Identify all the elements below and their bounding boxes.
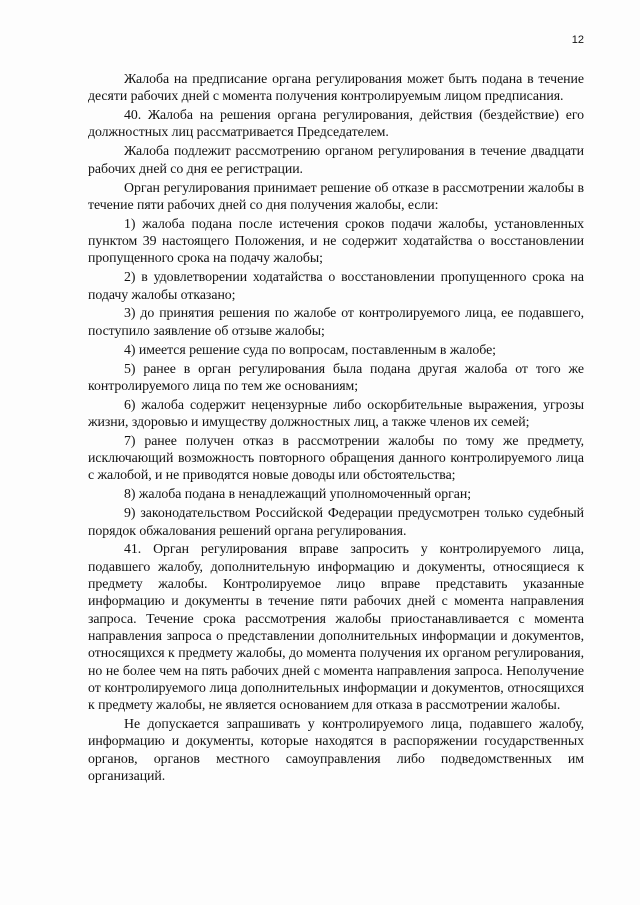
paragraph: Не допускается запрашивать у контролируемого лица, подавшего жалобу, информацию и документы, которые находятся в распоряжении государственных органов, органов местного самоуправления либо подведомственных им организаций. — [88, 716, 584, 783]
paragraph: 5) ранее в орган регулирования была подана другая жалоба от того же контролируемого лица по тем же основаниям; — [88, 360, 584, 393]
paragraph: 4) имеется решение суда по вопросам, поставленным в жалобе; — [124, 341, 496, 357]
paragraph: 3) до принятия решения по жалобе от контролируемого лица, ее подавшего, поступило заявление об отзыве жалобы; — [88, 305, 584, 338]
document-body — [88, 70, 584, 786]
paragraph: Жалоба подлежит рассмотрению органом регулирования в течение двадцати рабочих дней со дня ее регистрации. — [88, 143, 584, 176]
paragraph: 8) жалоба подана в ненадлежащий уполномоченный орган; — [124, 486, 472, 502]
paragraph: 2) в удовлетворении ходатайства о восстановлении пропущенного срока на подачу жалобы отказано; — [88, 269, 584, 302]
paragraph: 9) законодательством Российской Федерации предусмотрен только судебный порядок обжалования решений органа регулирования. — [88, 505, 584, 538]
paragraph: 7) ранее получен отказ в рассмотрении жалобы по тому же предмету, исключающий возможность повторного обращения данного контролируемого лица с жалобой, и не приводятся новые доводы или обстоятельства; — [88, 432, 584, 483]
paragraph: 41. Орган регулирования вправе запросить у контролируемого лица, подавшего жалобу, дополнительную информацию и документы, относящиеся к предмету жалобы. Контролируемое лицо вправе представить указанные информацию и документы в течение пяти рабочих дней с момента направления запроса. Течение срока рассмотрения жалобы приостанавливается с момента направления запроса о представлении дополнительных информации и документов, относящихся к предмету жалобы, до момента получения их органом регулирования, но не более чем на пять рабочих дней с момента направления запроса. Неполучение от контролируемого лица дополнительных информации и документов, относящихся к предмету жалобы, не является основанием для отказа в рассмотрении жалобы. — [88, 541, 584, 713]
paragraph: Жалоба на предписание органа регулирования может быть подана в течение десяти рабочих дней с момента получения контролируемым лицом предписания. — [88, 71, 584, 104]
paragraph: Орган регулирования принимает решение об отказе в рассмотрении жалобы в течение пяти рабочих дней со дня получения жалобы, если: — [88, 179, 584, 212]
paragraph: 6) жалоба содержит нецензурные либо оскорбительные выражения, угрозы жизни, здоровью и имуществу должностных лиц, а также членов их семей; — [88, 396, 584, 429]
paragraph: 1) жалоба подана после истечения сроков подачи жалобы, установленных пунктом 39 настоящего Положения, и не содержит ходатайства о восстановлении пропущенного срока на подачу жалобы; — [88, 215, 584, 266]
page-number: 12 — [571, 34, 584, 46]
paragraph: 40. Жалоба на решения органа регулирования, действия (бездействие) его должностных лиц рассматривается Председателем. — [88, 107, 584, 140]
